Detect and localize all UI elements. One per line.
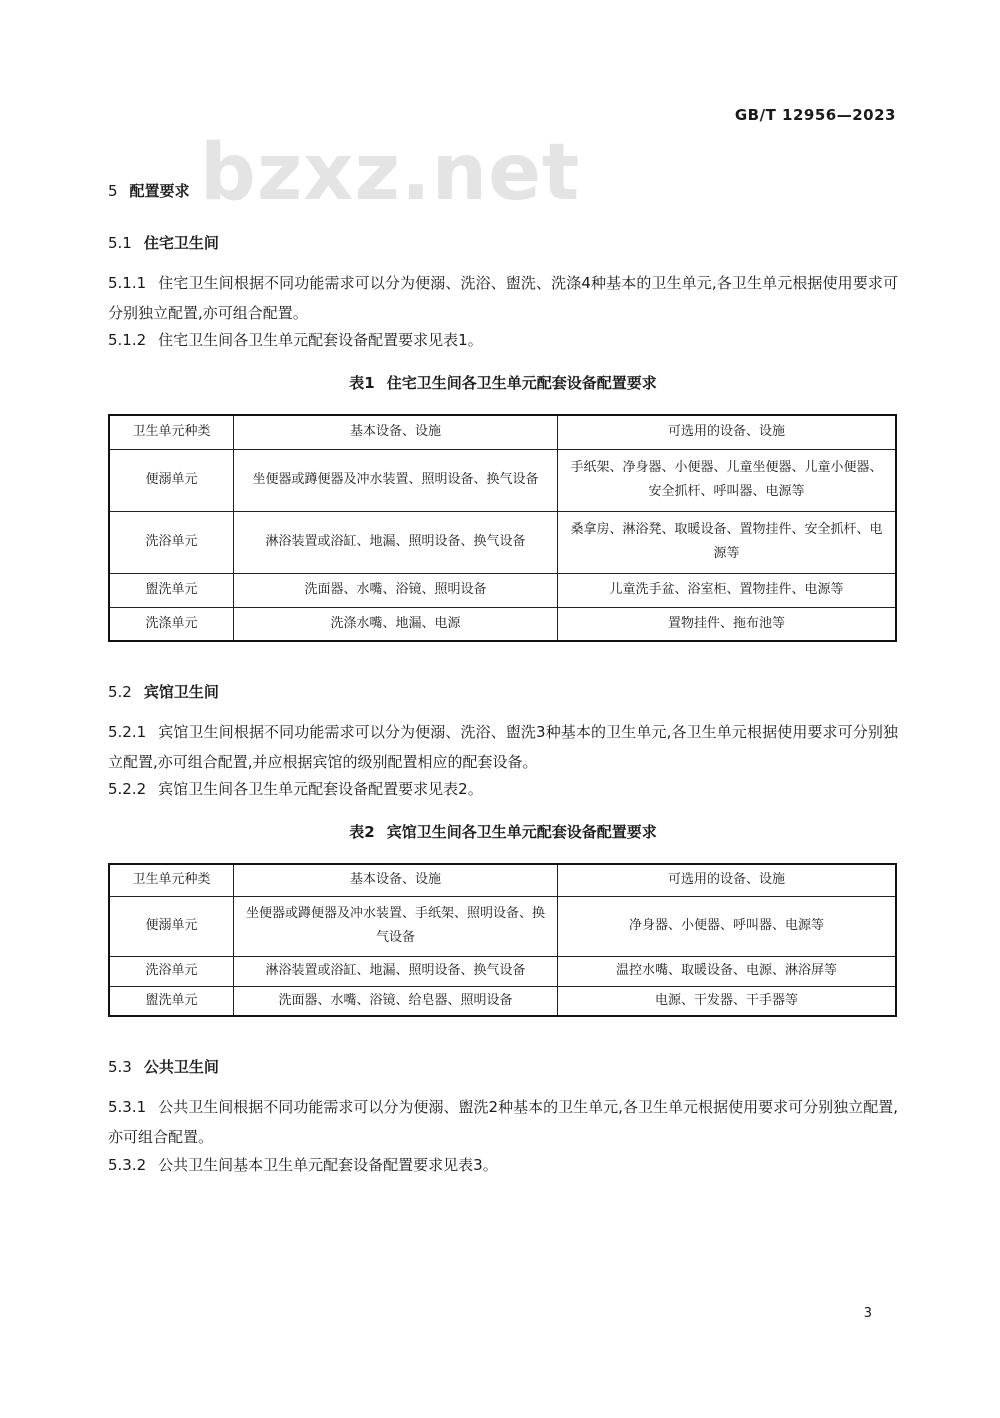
paragraph-5-2-2 <box>108 774 898 804</box>
section-5-2-heading <box>108 681 219 702</box>
cell-optional: 桑拿房、淋浴凳、取暖设备、置物挂件、安全抓杆、电源等 <box>558 511 897 573</box>
clause-number: 5.2.2 <box>108 780 147 798</box>
cell-basic: 淋浴装置或浴缸、地漏、照明设备、换气设备 <box>234 956 558 986</box>
cell-unit: 便溺单元 <box>109 449 234 511</box>
section-title: 住宅卫生间 <box>143 234 219 252</box>
table-row <box>109 449 896 511</box>
cell-unit: 洗涤单元 <box>109 607 234 641</box>
section-5-1-heading <box>108 232 219 253</box>
document-id: GB/T 12956—2023 <box>734 106 896 124</box>
clause-number: 5.1.2 <box>108 331 147 349</box>
cell-optional: 手纸架、净身器、小便器、儿童坐便器、儿童小便器、安全抓杆、呼叫器、电源等 <box>558 449 897 511</box>
table-header-row <box>109 415 896 449</box>
clause-number: 5.1.1 <box>108 274 147 292</box>
paragraph-5-3-2 <box>108 1150 898 1180</box>
table-row <box>109 956 896 986</box>
header-cell: 基本设备、设施 <box>234 415 558 449</box>
table-header-row <box>109 864 896 896</box>
cell-basic: 洗涤水嘴、地漏、电源 <box>234 607 558 641</box>
table-1 <box>108 414 897 642</box>
cell-optional: 电源、干发器、干手器等 <box>558 986 897 1016</box>
section-5-heading <box>108 180 190 201</box>
section-title: 公共卫生间 <box>143 1058 219 1076</box>
cell-basic: 洗面器、水嘴、浴镜、给皂器、照明设备 <box>234 986 558 1016</box>
paragraph-5-1-2 <box>108 325 898 355</box>
header-cell: 可选用的设备、设施 <box>558 864 897 896</box>
paragraph-5-1-1 <box>108 268 898 328</box>
clause-text: 住宅卫生间各卫生单元配套设备配置要求见表1。 <box>158 331 483 349</box>
clause-text: 宾馆卫生间各卫生单元配套设备配置要求见表2。 <box>158 780 483 798</box>
cell-unit: 洗浴单元 <box>109 956 234 986</box>
table-1-caption <box>108 372 898 393</box>
table-2 <box>108 863 897 1017</box>
paragraph-5-2-1 <box>108 717 898 777</box>
header-cell: 基本设备、设施 <box>234 864 558 896</box>
cell-unit: 洗浴单元 <box>109 511 234 573</box>
section-title: 宾馆卫生间 <box>143 683 219 701</box>
section-5-3-heading <box>108 1056 219 1077</box>
clause-number: 5.3.2 <box>108 1156 147 1174</box>
section-number: 5 <box>108 182 118 200</box>
cell-unit: 盥洗单元 <box>109 573 234 607</box>
clause-text: 住宅卫生间根据不同功能需求可以分为便溺、洗浴、盥洗、洗涤4种基本的卫生单元,各卫生单元根据使用要求可分别独立配置,亦可组合配置。 <box>108 274 898 322</box>
cell-optional: 净身器、小便器、呼叫器、电源等 <box>558 896 897 956</box>
clause-number: 5.2.1 <box>108 723 147 741</box>
table-title: 宾馆卫生间各卫生单元配套设备配置要求 <box>386 823 657 841</box>
clause-text: 公共卫生间基本卫生单元配套设备配置要求见表3。 <box>158 1156 498 1174</box>
cell-optional: 儿童洗手盆、浴室柜、置物挂件、电源等 <box>558 573 897 607</box>
watermark: bzxz.net <box>200 128 581 218</box>
header-cell: 可选用的设备、设施 <box>558 415 897 449</box>
cell-optional: 置物挂件、拖布池等 <box>558 607 897 641</box>
page-number: 3 <box>863 1306 872 1321</box>
table-number: 表2 <box>349 823 375 841</box>
table-row <box>109 986 896 1016</box>
clause-text: 公共卫生间根据不同功能需求可以分为便溺、盥洗2种基本的卫生单元,各卫生单元根据使用要求可分别独立配置,亦可组合配置。 <box>108 1098 898 1146</box>
table-2-caption <box>108 821 898 842</box>
table-title: 住宅卫生间各卫生单元配套设备配置要求 <box>386 374 657 392</box>
cell-optional: 温控水嘴、取暖设备、电源、淋浴屏等 <box>558 956 897 986</box>
cell-basic: 坐便器或蹲便器及冲水装置、照明设备、换气设备 <box>234 449 558 511</box>
clause-text: 宾馆卫生间根据不同功能需求可以分为便溺、洗浴、盥洗3种基本的卫生单元,各卫生单元根据使用要求可分别独立配置,亦可组合配置,并应根据宾馆的级别配置相应的配套设备。 <box>108 723 898 771</box>
cell-basic: 坐便器或蹲便器及冲水装置、手纸架、照明设备、换气设备 <box>234 896 558 956</box>
paragraph-5-3-1 <box>108 1092 898 1152</box>
header-cell: 卫生单元种类 <box>109 864 234 896</box>
header-cell: 卫生单元种类 <box>109 415 234 449</box>
cell-basic: 淋浴装置或浴缸、地漏、照明设备、换气设备 <box>234 511 558 573</box>
cell-unit: 便溺单元 <box>109 896 234 956</box>
table-row <box>109 511 896 573</box>
cell-unit: 盥洗单元 <box>109 986 234 1016</box>
clause-number: 5.3.1 <box>108 1098 147 1116</box>
table-number: 表1 <box>349 374 375 392</box>
section-number: 5.2 <box>108 683 132 701</box>
section-title: 配置要求 <box>129 182 190 200</box>
table-row <box>109 607 896 641</box>
table-row <box>109 573 896 607</box>
cell-basic: 洗面器、水嘴、浴镜、照明设备 <box>234 573 558 607</box>
section-number: 5.1 <box>108 234 132 252</box>
table-row <box>109 896 896 956</box>
section-number: 5.3 <box>108 1058 132 1076</box>
